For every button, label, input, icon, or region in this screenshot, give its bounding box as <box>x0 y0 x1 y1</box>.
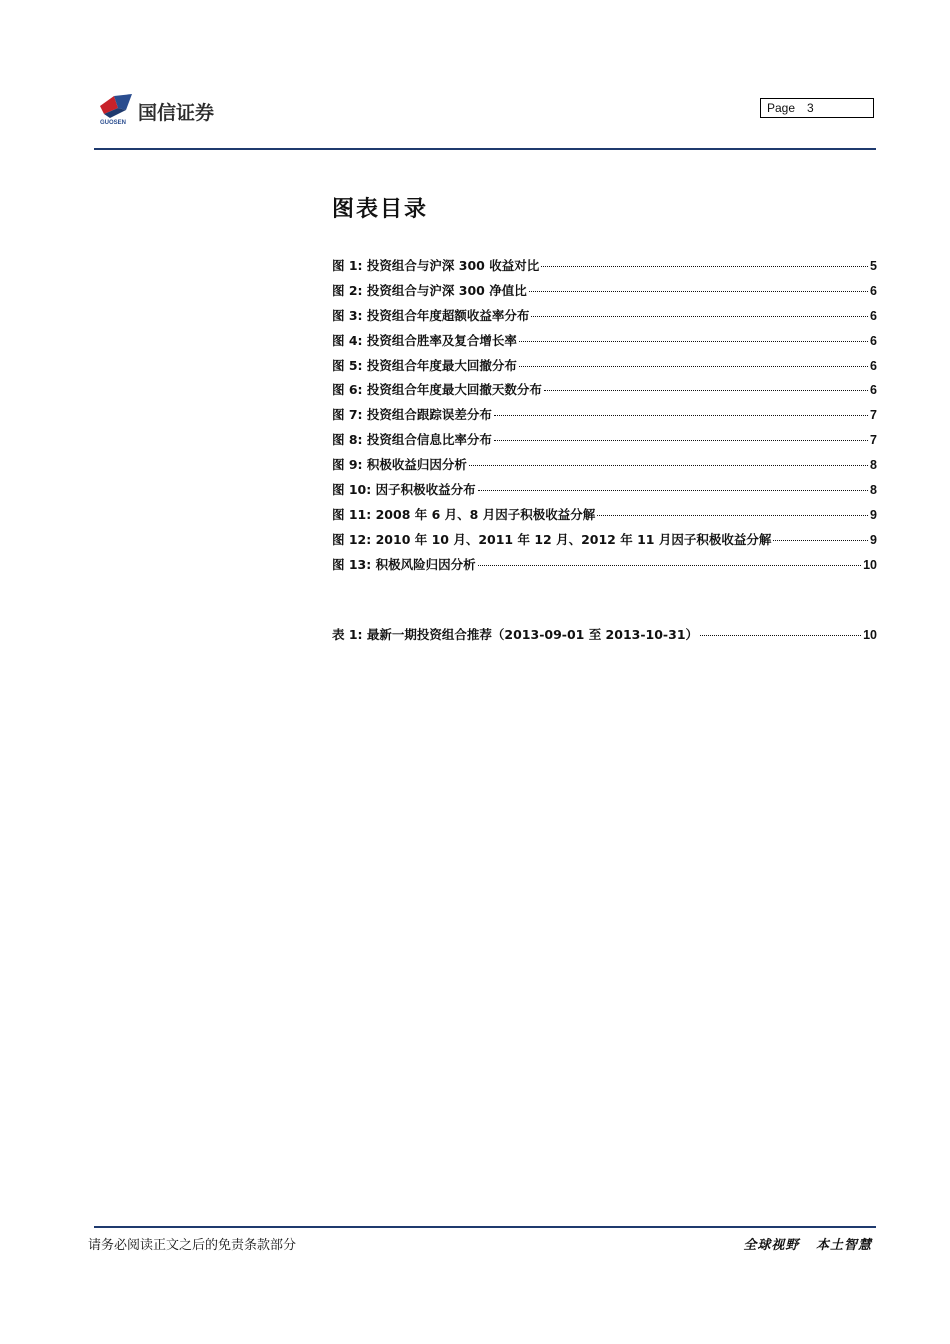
table-toc-list <box>332 625 877 650</box>
toc-entry[interactable] <box>332 356 877 381</box>
company-logo <box>96 92 236 132</box>
toc-dot-leader <box>531 316 868 317</box>
toc-entry-page: 6 <box>870 383 877 398</box>
toc-dot-leader <box>541 266 868 267</box>
toc-entry[interactable] <box>332 530 877 555</box>
toc-dot-leader <box>494 415 868 416</box>
toc-entry-label: 图 11: 2008 年 6 月、8 月因子积极收益分解 <box>332 506 596 522</box>
logo-subtext: GUOSEN <box>100 120 127 126</box>
toc-entry-label: 图 7: 投资组合跟踪误差分布 <box>332 407 492 423</box>
toc-entry-page: 8 <box>870 483 877 498</box>
toc-entry-label: 图 4: 投资组合胜率及复合增长率 <box>332 332 517 348</box>
toc-dot-leader <box>519 341 868 342</box>
toc-entry-label: 图 6: 投资组合年度最大回撤天数分布 <box>332 382 542 398</box>
toc-dot-leader <box>773 540 868 541</box>
page-indicator <box>760 98 874 118</box>
toc-entry[interactable] <box>332 480 877 505</box>
toc-entry[interactable] <box>332 281 877 306</box>
toc-entry-label: 图 13: 积极风险归因分析 <box>332 556 476 572</box>
toc-entry-page: 6 <box>870 308 877 323</box>
toc-entry-page: 6 <box>870 283 877 298</box>
toc-entry-label: 图 2: 投资组合与沪深 300 净值比 <box>332 282 527 298</box>
footer-slogan: 全球视野 本土智慧 <box>743 1238 872 1253</box>
toc-entry[interactable] <box>332 430 877 455</box>
toc-entry[interactable] <box>332 331 877 356</box>
logo-text: 国信证券 <box>138 102 215 124</box>
toc-entry-page: 9 <box>870 507 877 522</box>
toc-dot-leader <box>597 515 868 516</box>
toc-entry[interactable] <box>332 505 877 530</box>
toc-entry-page: 5 <box>870 259 877 273</box>
toc-entry-label: 表 1: 最新一期投资组合推荐（2013-09-01 至 2013-10-31） <box>332 627 699 642</box>
footer-disclaimer: 请务必阅读正文之后的免责条款部分 <box>88 1238 297 1253</box>
toc-entry-page: 9 <box>870 532 877 547</box>
figure-toc-list <box>332 256 877 580</box>
toc-entry[interactable] <box>332 555 877 580</box>
toc-entry[interactable] <box>332 455 877 480</box>
footer-divider <box>94 1226 876 1228</box>
toc-entry-page: 10 <box>863 557 877 572</box>
toc-entry-page: 7 <box>870 433 877 448</box>
toc-entry-page: 6 <box>870 358 877 373</box>
toc-entry-label: 图 9: 积极收益归因分析 <box>332 457 467 473</box>
toc-entry[interactable] <box>332 306 877 331</box>
toc-dot-leader <box>544 390 868 391</box>
toc-entry-label: 图 12: 2010 年 10 月、2011 年 12 月、2012 年 11 月因子积极收益分解 <box>332 531 772 547</box>
page-label: Page <box>767 101 796 115</box>
page-number: 3 <box>807 101 814 115</box>
toc-dot-leader <box>469 465 868 466</box>
toc-dot-leader <box>700 635 861 636</box>
toc-entry[interactable] <box>332 256 877 281</box>
toc-dot-leader <box>478 490 868 491</box>
toc-entry-label: 图 5: 投资组合年度最大回撤分布 <box>332 357 517 373</box>
toc-entry-page: 10 <box>863 628 877 642</box>
toc-entry-page: 7 <box>870 408 877 423</box>
toc-entry[interactable] <box>332 625 877 650</box>
toc-dot-leader <box>478 565 861 566</box>
toc-entry[interactable] <box>332 405 877 430</box>
toc-dot-leader <box>529 291 868 292</box>
toc-dot-leader <box>519 366 868 367</box>
toc-entry-label: 图 1: 投资组合与沪深 300 收益对比 <box>332 258 540 273</box>
toc-title: 图表目录 <box>332 197 429 222</box>
header-divider <box>94 148 876 150</box>
toc-entry-page: 8 <box>870 458 877 473</box>
toc-entry-page: 6 <box>870 333 877 348</box>
toc-entry-label: 图 8: 投资组合信息比率分布 <box>332 432 492 448</box>
toc-entry-label: 图 10: 因子积极收益分布 <box>332 482 476 498</box>
toc-entry[interactable] <box>332 380 877 405</box>
toc-dot-leader <box>494 440 868 441</box>
toc-entry-label: 图 3: 投资组合年度超额收益率分布 <box>332 307 530 323</box>
